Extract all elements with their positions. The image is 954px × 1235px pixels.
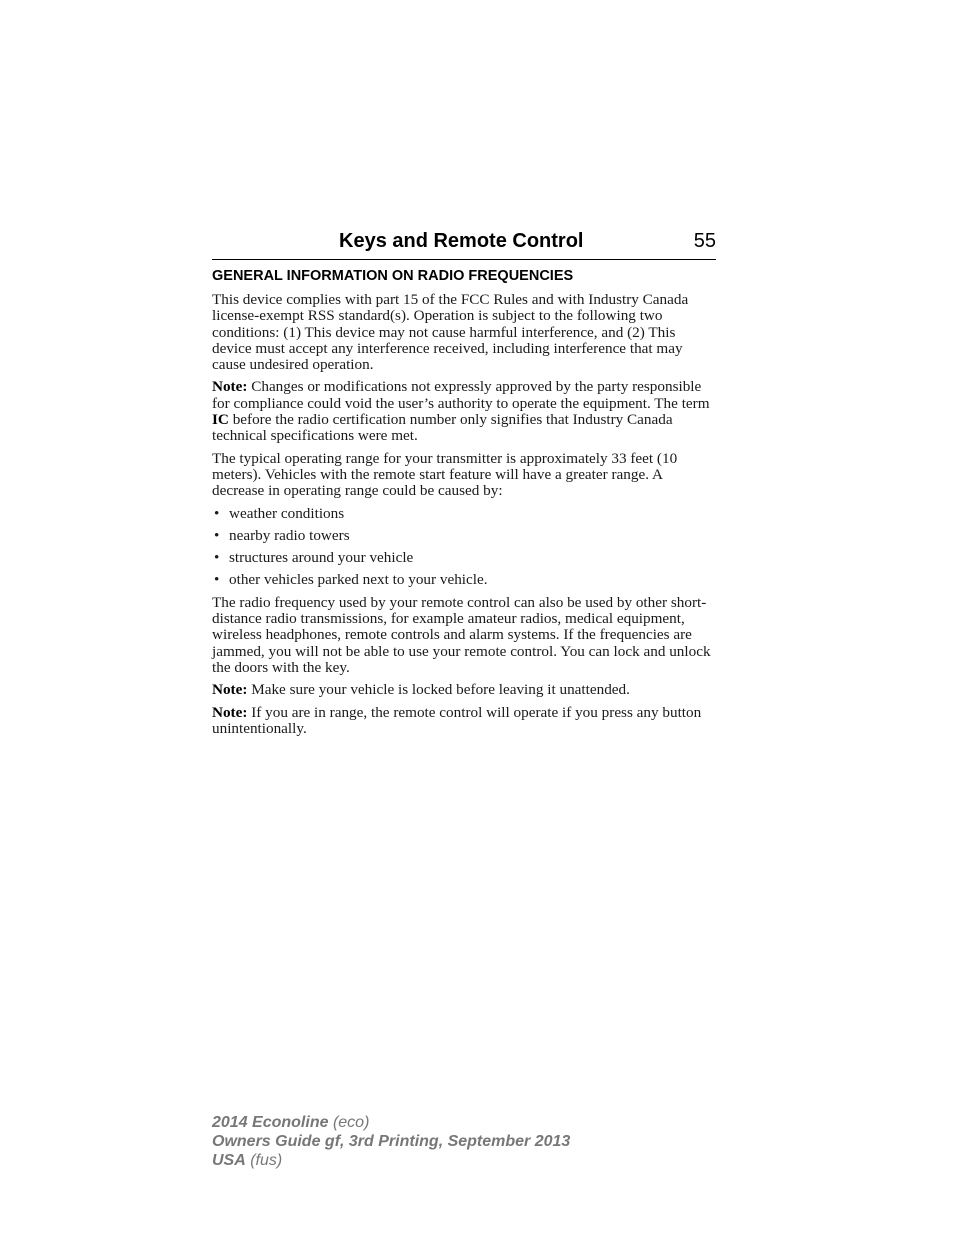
note-in-range — [212, 705, 716, 738]
note-text: Make sure your vehicle is locked before leaving it unattended. — [247, 681, 630, 699]
footer-market-code: (fus) — [245, 1152, 283, 1169]
chapter-title: Keys and Remote Control — [339, 230, 584, 252]
footer-edition-line: Owners Guide gf, 3rd Printing, September 2013 — [212, 1133, 571, 1150]
page-number: 55 — [693, 230, 716, 252]
list-item — [212, 506, 716, 522]
note-locked — [212, 682, 716, 698]
fcc-compliance-paragraph: This device complies with part 15 of the FCC Rules and with Industry Canada license-exempt RSS standard(s). Operation is subject to the following two conditions: (1) This device may not cause harmful interference, and (2) This device must accept any interference received, including interference that may cause undesired operation. — [212, 291, 689, 374]
note-label: Note: — [212, 681, 248, 699]
list-item-text: structures around your vehicle — [229, 549, 414, 567]
note-text: before the radio certification number only signifies that Industry Canada technical specifications were met. — [212, 411, 673, 445]
note-label: Note: — [212, 703, 248, 721]
note-text: Changes or modifications not expressly approved by the party responsible for compliance could void the user’s authority to operate the equipment. The term — [212, 378, 710, 412]
range-factors-list — [212, 506, 716, 589]
footer-model-line — [212, 1113, 570, 1132]
note-modifications — [212, 379, 716, 444]
footer-model-code: (eco) — [328, 1114, 370, 1131]
page-content — [212, 267, 716, 743]
section-heading: GENERAL INFORMATION ON RADIO FREQUENCIES — [212, 268, 574, 284]
operating-range-paragraph: The typical operating range for your transmitter is approximately 33 feet (10 meters). Vehicles with the remote start feature will have a greater range. A decrease in operating range could be caused by: — [212, 449, 678, 500]
list-item — [212, 550, 716, 566]
radio-frequency-paragraph: The radio frequency used by your remote control can also be used by other short-distance radio transmissions, for example amateur radios, medical equipment, wireless headphones, remote controls and alarm systems. If the frequencies are jammed, you will not be able to use your remote control. You can lock and unlock the doors with the key. — [212, 593, 711, 676]
footer-market: USA — [212, 1152, 246, 1169]
page-footer — [212, 1113, 570, 1170]
page-header — [212, 228, 716, 260]
list-item-text: other vehicles parked next to your vehicle. — [229, 571, 488, 589]
list-item — [212, 572, 716, 588]
bullet-icon: • — [214, 549, 220, 567]
bullet-icon: • — [214, 571, 220, 589]
note-label: Note: — [212, 378, 248, 396]
list-item-text: nearby radio towers — [229, 526, 350, 544]
footer-market-line — [212, 1151, 570, 1170]
footer-model: 2014 Econoline — [212, 1114, 329, 1131]
list-item-text: weather conditions — [229, 504, 345, 522]
bullet-icon: • — [214, 526, 220, 544]
term-ic: IC — [212, 411, 229, 429]
list-item — [212, 528, 716, 544]
note-text: If you are in range, the remote control will operate if you press any button unintentionally. — [212, 703, 702, 737]
bullet-icon: • — [214, 504, 220, 522]
